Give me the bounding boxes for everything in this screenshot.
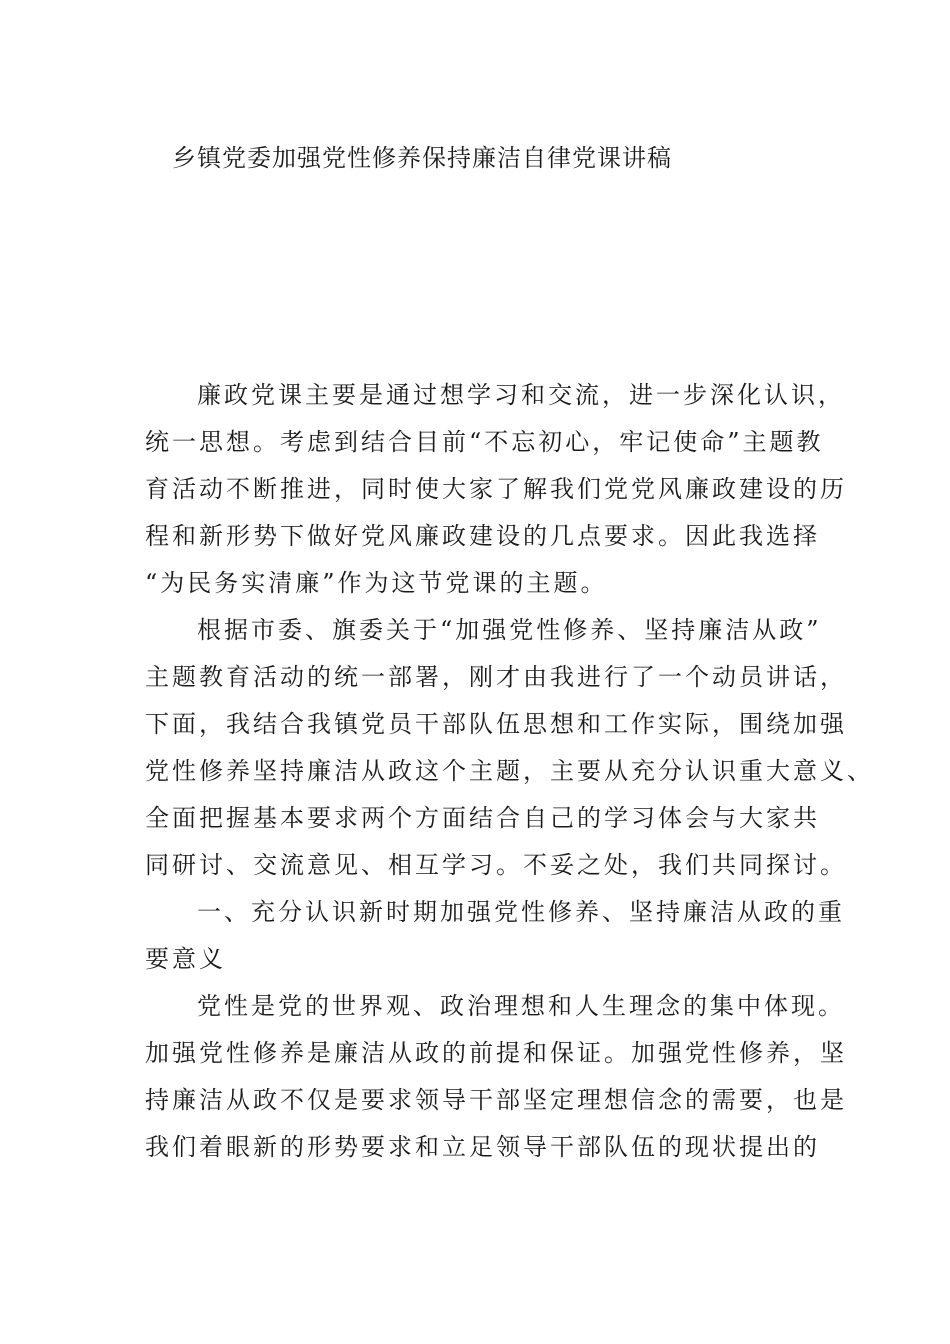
paragraph-line: 党性是党的世界观、政治理想和人生理念的集中体现。 xyxy=(197,992,845,1020)
paragraph-line: 根据市委、旗委关于“加强党性修养、坚持廉洁从政” xyxy=(197,616,822,644)
paragraph-line: 统一思想。考虑到结合目前“不忘初心，牢记使命”主题教 xyxy=(145,428,824,456)
paragraph-line: 主题教育活动的统一部署，刚才由我进行了一个动员讲话， xyxy=(145,663,847,691)
paragraph-line: 全面把握基本要求两个方面结合自己的学习体会与大家共 xyxy=(145,804,820,832)
paragraph-line: 我们着眼新的形势要求和立足领导干部队伍的现状提出的 xyxy=(145,1133,820,1161)
paragraph-line: 程和新形势下做好党风廉政建设的几点要求。因此我选择 xyxy=(145,522,820,550)
document-title: 乡镇党委加强党性修养保持廉洁自律党课讲稿 xyxy=(172,144,672,172)
paragraph-line: 廉政党课主要是通过想学习和交流，进一步深化认识， xyxy=(197,381,845,409)
paragraph-line: 加强党性修养是廉洁从政的前提和保证。加强党性修养，坚 xyxy=(145,1039,847,1067)
paragraph-line: 持廉洁从政不仅是要求领导干部坚定理想信念的需要，也是 xyxy=(145,1086,847,1114)
section-heading-line: 要意义 xyxy=(145,945,226,973)
paragraph-line: 同研讨、交流意见、相互学习。不妥之处，我们共同探讨。 xyxy=(145,851,847,879)
section-heading-line: 一、充分认识新时期加强党性修养、坚持廉洁从政的重 xyxy=(197,898,845,926)
paragraph-line: 下面，我结合我镇党员干部队伍思想和工作实际，围绕加强 xyxy=(145,710,847,738)
paragraph-line: 党性修养坚持廉洁从政这个主题，主要从充分认识重大意义、 xyxy=(145,757,874,785)
paragraph-line: “为民务实清廉”作为这节党课的主题。 xyxy=(145,569,608,597)
paragraph-line: 育活动不断推进，同时使大家了解我们党党风廉政建设的历 xyxy=(145,475,847,503)
